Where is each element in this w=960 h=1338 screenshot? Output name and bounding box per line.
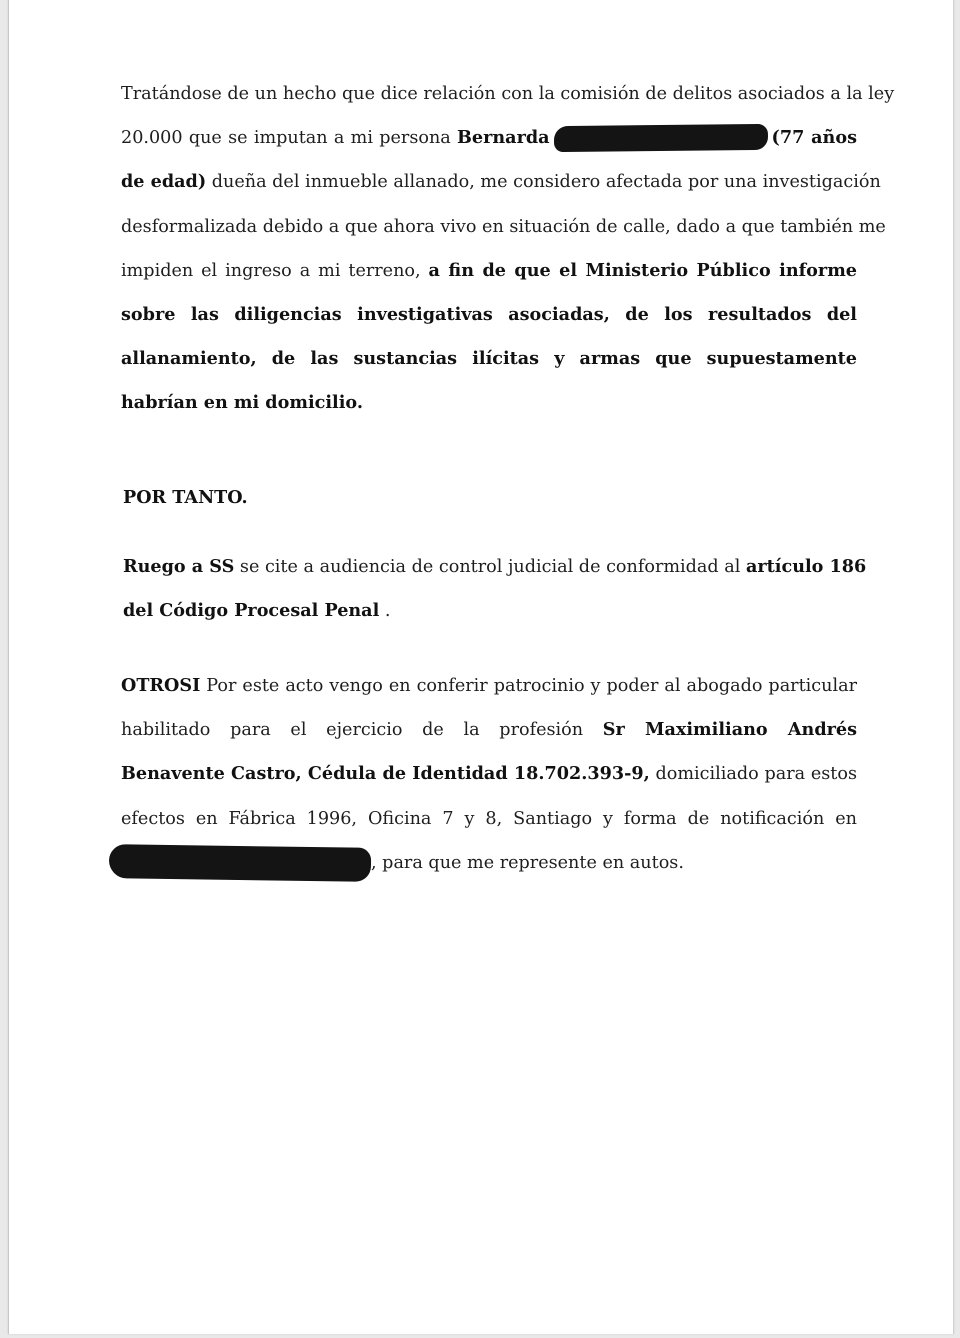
paragraph-line: habilitado para el ejercicio de la profesión Sr Maximiliano Andrés: [121, 719, 857, 741]
paragraph-line: OTROSI Por este acto vengo en conferir patrocinio y poder al abogado particular: [121, 675, 857, 696]
paragraph-line: allanamiento, de las sustancias ilícitas y armas que supuestamente: [121, 348, 857, 370]
paragraph-line: impiden el ingreso a mi terreno, a fin de que el Ministerio Público informe: [121, 259, 857, 281]
paragraph-allegation: [121, 72, 895, 426]
paragraph-line: 20.000 que se imputan a mi persona Bernarda (77 años: [121, 116, 857, 160]
paragraph-line: Benavente Castro, Cédula de Identidad 18.702.393-9, domiciliado para estos: [121, 763, 857, 785]
paragraph-line: Ruego a SS se cite a audiencia de control judicial de conformidad al artículo 186: [123, 556, 867, 577]
paragraph-line: desformalizada debido a que ahora vivo en situación de calle, dado a que también me: [121, 216, 886, 237]
section-heading: POR TANTO.: [123, 487, 248, 508]
document-page: [8, 0, 954, 1334]
paragraph-line: habrían en mi domicilio.: [121, 392, 363, 414]
paragraph-line: , para que me represente en autos.: [121, 841, 857, 885]
paragraph-line: Tratándose de un hecho que dice relación con la comisión de delitos asociados a la ley: [121, 84, 895, 104]
paragraph-line: de edad) dueña del inmueble allanado, me considero afectada por una investigación: [121, 171, 881, 193]
defendant-first-name: Bernarda: [457, 127, 550, 149]
paragraph-line: del Código Procesal Penal .: [123, 600, 391, 622]
paragraph-otrosi: [121, 664, 857, 885]
paragraph-line: sobre las diligencias investigativas asociadas, de los resultados del: [121, 303, 857, 325]
redaction-mark-email: [109, 844, 371, 882]
paragraph-request: [123, 545, 867, 633]
redaction-mark-surname: [553, 124, 767, 152]
paragraph-line: efectos en Fábrica 1996, Oficina 7 y 8, Santiago y forma de notificación en: [121, 808, 857, 829]
